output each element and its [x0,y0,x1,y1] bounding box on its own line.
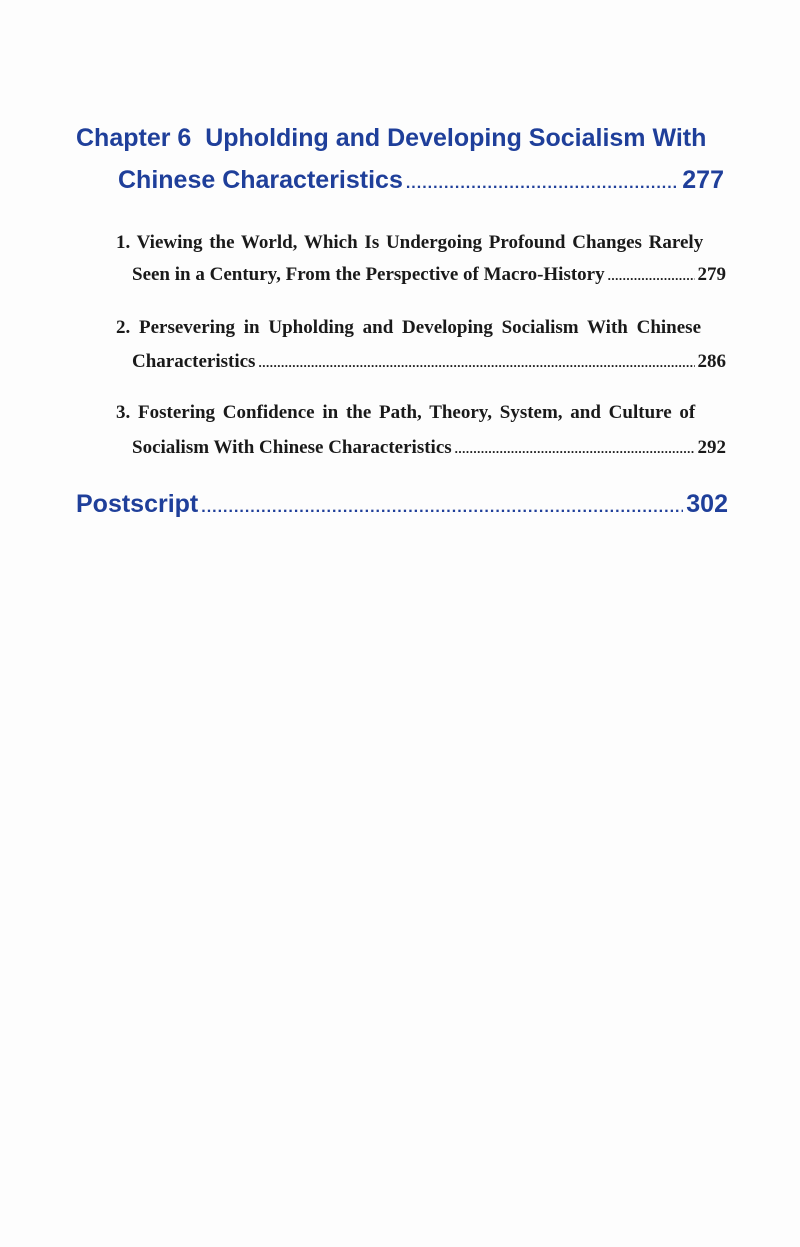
section-1-title-continued: Seen in a Century, From the Perspective of Macro-History [132,264,605,285]
section-1-page-number: 279 [697,264,726,285]
chapter-title-continued: Chinese Characteristics [118,166,403,194]
chapter-page-number: 277 [682,166,724,194]
section-3-line-1 [116,402,728,424]
dot-leader [455,437,695,459]
dot-leader [201,490,683,519]
chapter-heading-line-2 [118,166,724,195]
section-1-title: 1. Viewing the World, Which Is Undergoing Profound Changes Rarely [116,232,704,253]
section-3-title: 3. Fostering Confidence in the Path, Theory, System, and Culture of [116,402,696,423]
dot-leader [608,264,695,286]
section-1-line-2 [132,264,726,286]
dot-leader [406,166,679,195]
section-3-line-2 [132,437,726,459]
section-2-line-1 [116,317,726,339]
postscript-line [76,490,728,519]
postscript-page-number: 302 [686,490,728,518]
section-3-page-number: 292 [697,437,726,458]
dot-leader [258,351,694,373]
section-2-page-number: 286 [697,351,726,372]
section-2-title-continued: Characteristics [132,351,256,372]
section-2-title: 2. Persevering in Upholding and Developing Socialism With Chinese [116,317,702,338]
section-3-title-continued: Socialism With Chinese Characteristics [132,437,452,458]
chapter-heading-line-1 [76,124,706,153]
section-2-line-2 [132,351,726,373]
chapter-title: Chapter 6 Upholding and Developing Socialism With [76,124,707,152]
postscript-title: Postscript [76,490,199,518]
section-1-line-1 [116,232,726,254]
